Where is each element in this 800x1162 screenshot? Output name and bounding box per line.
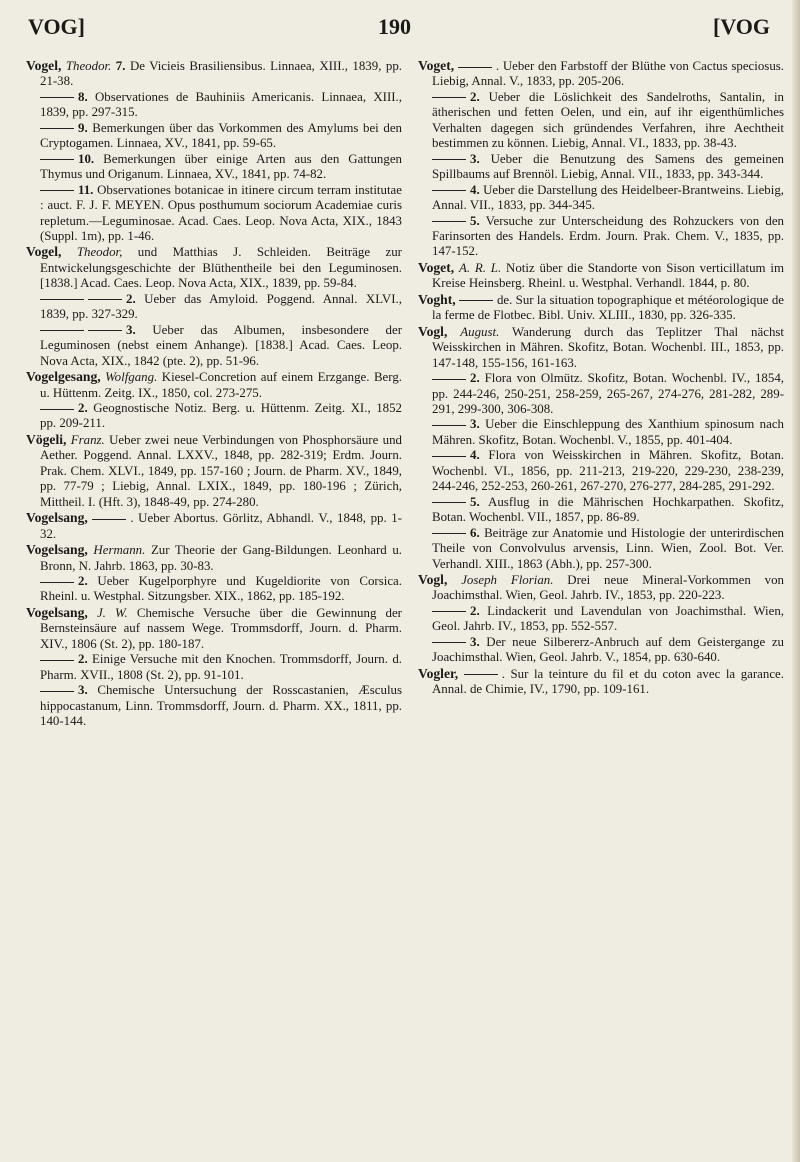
bibliography-entry [418, 572, 784, 604]
entry-number: 10. [78, 151, 95, 166]
page-header [0, 14, 800, 46]
entry-number: 3. [470, 417, 480, 432]
entry-number: 11. [78, 182, 94, 197]
entry-text: Observationes botanicae in itinere circum terram institutae : auct. F. J. F. MEYEN. Opus posthumum sociorum Academiae curis repletum.—Leguminosae. Acad. Caes. Leop. Nova Acta, XIX., 1843 (Suppl. 1m), pp. 1-46. [40, 182, 402, 243]
bibliography-entry [418, 324, 784, 371]
ditto-dash [40, 691, 74, 692]
ditto-dash [432, 425, 466, 426]
entry-text: Ueber zwei neue Verbindungen von Phosphorsäure und Aether. Poggend. Annal. LXXV., 1848, pp. 282-319; Erdm. Journ. Prak. Chem. XLVI., 1849, pp. 157-160 ; Journ. de Pharm. XV., 1849, pp. 77-79 ; Liebig, Annal. LXIX., 1849, pp. 180-196 ; Zürich, Mittheil. I. (Hft. 3), 1848-49, pp. 274-280. [40, 432, 402, 509]
entry-text: Ueber die Darstellung des Heidelbeer-Brantweins. Liebig, Annal. VII., 1833, pp. 344-345. [432, 182, 784, 213]
entry-text: de. Sur la situation topographique et météorologique de la ferme de Flotbec. Bibl. Univ. XLIII., 1830, pp. 326-335. [432, 292, 784, 323]
entry-text: Notiz über die Standorte von Sison verticillatum im Kreise Heinsberg. Rheinl. u. Westphal. Verhandl. 1844, p. 80. [432, 260, 784, 291]
author-name: Voght, [418, 291, 456, 307]
ditto-dash [432, 642, 466, 643]
ditto-dash [40, 159, 74, 160]
ditto-dash [432, 379, 466, 380]
entry-text: . Sur la teinture du fil et du coton avec la garance. Annal. de Chimie, IV., 1790, pp. 109-161. [432, 666, 784, 697]
entry-text: Wanderung durch das Teplitzer Thal nächst Weisskirchen in Mähren. Skofitz, Botan. Wochenbl. III., 1853, pp. 147-148, 155-156, 161-163. [432, 324, 784, 370]
entry-text: Ueber die Einschleppung des Xanthium spinosum nach Mähren. Skofitz, Botan. Wochenbl. V., 1855, pp. 401-404. [432, 417, 784, 447]
header-right-range: [VOG [713, 14, 770, 39]
entry-number: 2. [470, 603, 480, 618]
bibliography-subentry [418, 526, 784, 572]
bibliography-subentry [26, 121, 402, 152]
ditto-dash [88, 299, 122, 300]
ditto-dash [432, 456, 466, 457]
entry-number: 2. [78, 573, 88, 588]
bibliography-subentry [418, 448, 784, 494]
entry-number: 4. [470, 448, 480, 463]
bibliography-subentry [26, 401, 402, 432]
ditto-dash [88, 330, 122, 331]
author-name: Vogelsang, [26, 604, 88, 620]
author-name: Vogl, [418, 323, 448, 339]
entry-number: 5. [470, 494, 480, 509]
entry-text: Chemische Versuche über die Gewinnung der Bernsteinsäure auf nassem Wege. Trommsdorff, Journ. d. Pharm. XIV., 1806 (St. 2), pp. 180-187. [40, 605, 402, 651]
bibliography-entry [26, 58, 402, 90]
ditto-dash [432, 221, 466, 222]
author-given-name: Wolfgang. [105, 370, 158, 385]
entry-text: Ueber das Albumen, insbesondere der Leguminosen (nebst einem Anhange). [1838.] Acad. Caes. Leop. Nova Acta, XIX., 1842 (pte. 2), pp. 51-96. [40, 322, 402, 368]
author-given-name: Joseph Florian. [461, 572, 554, 587]
entry-text: Ausflug in die Mährischen Hochkarpathen. Skofitz, Botan. Wochenbl. VII., 1857, pp. 86-89. [432, 494, 785, 525]
entry-text: Ueber die Löslichkeit des Sandelroths, Santalin, in ätherischen und fetten Oelen, und ein, auf ihr eigenthümliches Verhalten dagegen sich gründendes Verfahren, ihre Aechtheit bestimmen zu können. Liebig, Annal. VI., 1833, pp. 38-43. [432, 89, 784, 151]
ditto-dash [432, 611, 466, 612]
entry-text: Bemerkungen über einige Arten aus den Gattungen Thymus und Origanum. Linnaea, XV., 1841, pp. 74-82. [40, 151, 402, 182]
entry-text: Einige Versuche mit den Knochen. Trommsdorff, Journ. d. Pharm. XVII., 1808 (St. 2), pp. 91-101. [40, 652, 402, 682]
bibliography-subentry [418, 183, 784, 214]
bibliography-entry [26, 432, 402, 510]
ditto-dash [40, 190, 74, 191]
right-column [418, 58, 784, 698]
entry-text: Ueber das Amyloid. Poggend. Annal. XLVI., 1839, pp. 327-329. [40, 291, 402, 322]
bibliography-entry [418, 260, 784, 292]
entry-number: 3. [470, 634, 480, 649]
entry-text: . Ueber Abortus. Görlitz, Abhandl. V., 1848, pp. 1-32. [40, 511, 402, 541]
bibliography-entry [26, 510, 402, 542]
author-given-name: Theodor, [76, 245, 123, 260]
entry-number: 6. [470, 525, 480, 540]
entry-number: 2. [470, 89, 480, 104]
author-name: Vogelsang, [26, 542, 88, 558]
entry-text: Observationes de Bauhiniis Americanis. Linnaea, XIII., 1839, pp. 297-315. [40, 89, 403, 120]
author-given-name: A. R. L. [458, 260, 502, 275]
ditto-dash [40, 660, 74, 661]
entry-number: 3. [470, 151, 480, 166]
author-name: Vogelgesang, [26, 369, 101, 385]
bibliography-subentry [418, 90, 784, 152]
page-number: 190 [378, 14, 411, 39]
bibliography-subentry [26, 683, 402, 729]
entry-text: Ueber die Benutzung des Samens des gemeinen Spillbaums auf Brennöl. Liebig, Annal. VII., 1833, pp. 343-344. [432, 151, 784, 182]
header-left-range: VOG] [28, 14, 85, 39]
ditto-dash [40, 409, 74, 410]
bibliography-entry [26, 244, 402, 291]
entry-text: Geognostische Notiz. Berg. u. Hüttenm. Zeitg. XI., 1852 pp. 209-211. [40, 400, 402, 431]
ditto-dash [432, 159, 466, 160]
author-name: Vogler, [418, 665, 459, 681]
ditto-dash [432, 97, 466, 98]
ditto-dash [432, 533, 466, 534]
bibliography-subentry [26, 152, 402, 183]
author-given-name: Franz. [70, 432, 105, 447]
bibliography-entry [418, 666, 784, 698]
entry-text: . Ueber den Farbstoff der Blüthe von Cactus speciosus. Liebig, Annal. V., 1833, pp. 205-206. [432, 59, 785, 89]
bibliography-subentry [418, 371, 784, 417]
ditto-dash [40, 582, 74, 583]
author-given-name: J. W. [96, 605, 128, 620]
entry-text: Kiesel-Concretion auf einem Erzgange. Berg. u. Hüttenm. Zeitg. IX., 1850, col. 273-275. [40, 370, 402, 400]
bibliography-entry [418, 292, 784, 324]
entry-text: Chemische Untersuchung der Rosscastanien, Æsculus hippocastanum, Linn. Trommsdorff, Journ. d. Pharm. XX., 1811, pp. 140-144. [40, 683, 402, 729]
entry-number: 9. [78, 120, 88, 135]
bibliography-subentry [418, 495, 784, 526]
ditto-dash [40, 97, 74, 98]
ditto-dash [458, 67, 492, 68]
entry-text: Lindackerit und Lavendulan von Joachimsthal. Wien, Geol. Jahrb. IV., 1853, pp. 552-557. [432, 603, 784, 634]
ditto-dash [92, 519, 126, 520]
bibliography-subentry [418, 214, 784, 260]
entry-number: 3. [126, 322, 136, 337]
entry-text: Ueber Kugelporphyre und Kugeldiorite von Corsica. Rheinl. u. Westphal. Sitzungsber. XIX., 1862, pp. 185-192. [40, 573, 402, 604]
entry-number: 2. [78, 400, 88, 415]
author-name: Vogel, [26, 244, 62, 260]
entry-number: 7. [115, 59, 126, 73]
bibliography-subentry [26, 292, 402, 323]
ditto-dash [432, 502, 466, 503]
ditto-dash [40, 299, 84, 300]
bibliography-entry [26, 369, 402, 401]
bibliography-subentry [26, 652, 402, 683]
bibliography-subentry [418, 635, 784, 666]
entry-number: 2. [78, 652, 88, 667]
ditto-dash [432, 190, 466, 191]
author-name: Voget, [418, 259, 455, 275]
bibliography-entry [26, 542, 402, 574]
entry-number: 4. [470, 182, 480, 197]
author-given-name: Theodor. [65, 59, 112, 73]
author-name: Vogel, [26, 58, 62, 73]
entry-text: Bemerkungen über das Vorkommen des Amylums bei den Cryptogamen. Linnaea, XV., 1841, pp. 59-65. [40, 120, 402, 151]
author-name: Vogl, [418, 571, 448, 587]
entry-text: Versuche zur Unterscheidung des Rohzuckers von den Farinsorten des Handels. Erdm. Journ. Prak. Chem. V., 1835, pp. 147-152. [432, 213, 784, 259]
entry-number: 2. [126, 291, 136, 306]
left-column [26, 58, 402, 729]
ditto-dash [464, 674, 498, 675]
author-name: Vogelsang, [26, 510, 88, 526]
entry-number: 5. [470, 213, 480, 228]
page-edge [792, 0, 800, 1162]
bibliography-subentry [418, 152, 784, 183]
entry-text: Flora von Weisskirchen in Mähren. Skofitz, Botan. Wochenbl. VI., 1856, pp. 211-213, 219-220, 229-230, 238-239, 244-246, 252-253, 260-261, 267-270, 276-277, 284-285, 291-292. [432, 448, 784, 494]
bibliography-subentry [418, 604, 784, 635]
entry-text: Flora von Olmütz. Skofitz, Botan. Wochenbl. IV., 1854, pp. 244-246, 250-251, 258-259, 265-267, 274-276, 281-282, 289-291, 299-300, 306-308. [432, 371, 784, 416]
ditto-dash [40, 330, 84, 331]
entry-text: und Matthias J. Schleiden. Beiträge zur Entwickelungsgeschichte der Blüthentheile bei den Leguminosen. [1838.] Acad. Caes. Leop. Nova Acta, XIX., 1839, pp. 59-84. [40, 245, 402, 291]
ditto-dash [459, 300, 493, 301]
bibliography-subentry [418, 417, 784, 448]
entry-text: Drei neue Mineral-Vorkommen von Joachimsthal. Wien, Geol. Jahrb. IV., 1853, pp. 220-223. [432, 572, 784, 603]
bibliography-subentry [26, 90, 402, 121]
author-given-name: August. [460, 324, 500, 339]
entry-text: Zur Theorie der Gang-Bildungen. Leonhard u. Bronn, N. Jahrb. 1863, pp. 30-83. [40, 543, 402, 573]
entry-number: 3. [78, 683, 88, 698]
author-name: Voget, [418, 58, 455, 73]
entry-text: De Vicieis Brasiliensibus. Linnaea, XIII., 1839, pp. 21-38. [40, 59, 402, 89]
entry-number: 2. [470, 371, 480, 386]
bibliography-subentry [26, 574, 402, 605]
bibliography-subentry [26, 183, 402, 245]
bibliography-subentry [26, 323, 402, 369]
entry-text: Der neue Silbererz-Anbruch auf dem Geistergange zu Joachimsthal. Wien, Geol. Jahrb. V., 1854, pp. 630-640. [432, 634, 784, 665]
bibliography-entry [26, 605, 402, 652]
entry-number: 8. [78, 89, 88, 104]
entry-text: Beiträge zur Anatomie und Histologie der unterirdischen Theile von Convolvulus arvensis, Linn. Wien, Zool. Bot. Ver. Verhandl. XIII., 1863 (Abh.), pp. 257-300. [432, 525, 784, 571]
ditto-dash [40, 128, 74, 129]
author-name: Vögeli, [26, 431, 67, 447]
author-given-name: Hermann. [93, 543, 146, 558]
bibliography-entry [418, 58, 784, 90]
